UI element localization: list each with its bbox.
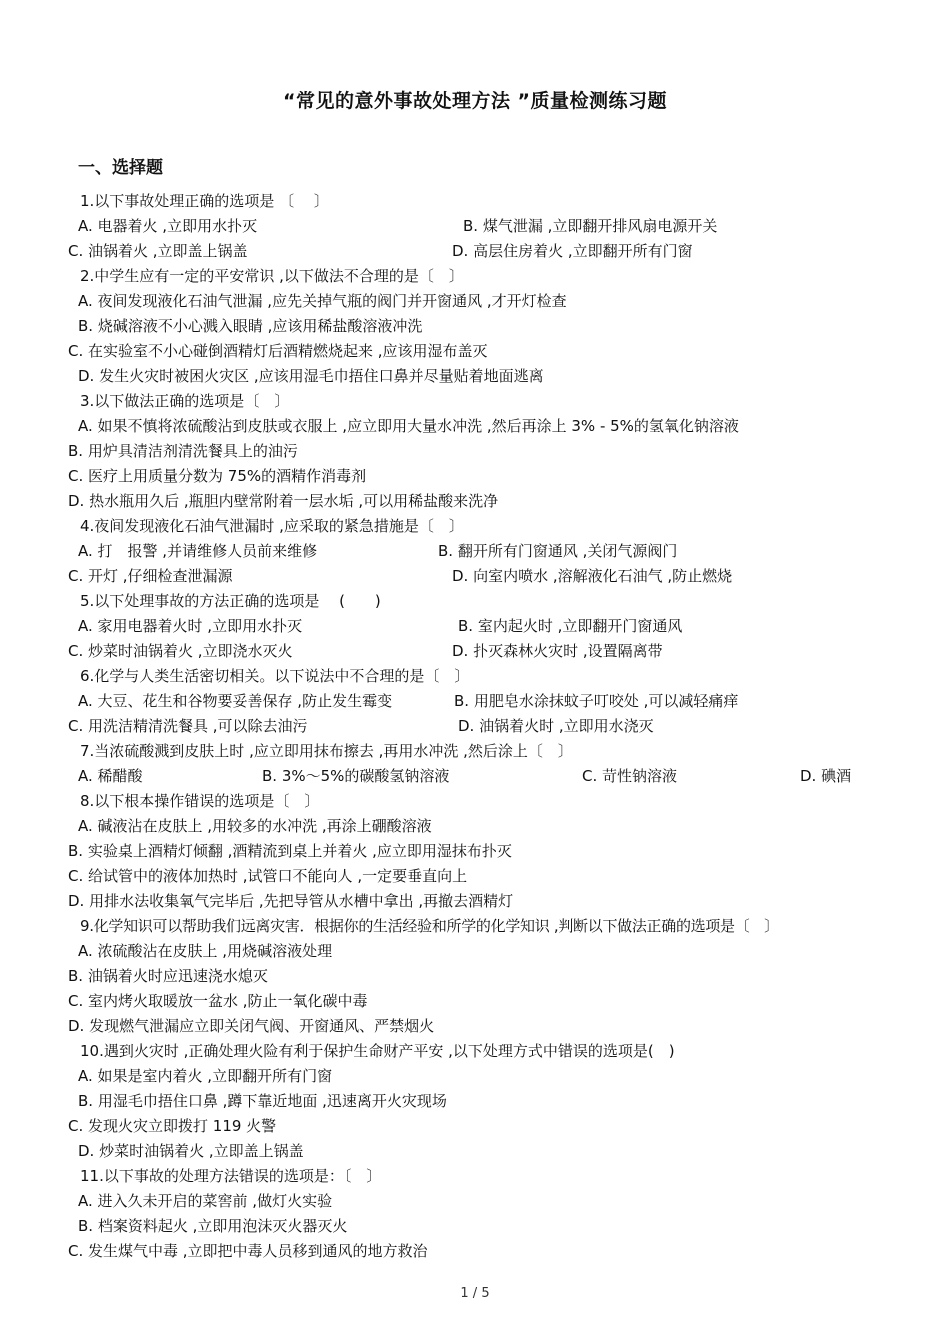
question-9-option-c: C. 室内烤火取暖放一盆水 ,防止一氧化碳中毒 (68, 992, 368, 1010)
question-7-option-c: C. 苛性钠溶液 (582, 767, 678, 785)
question-10-option-c: C. 发现火灾立即拨打 119 火警 (68, 1117, 277, 1135)
question-3-option-d: D. 热水瓶用久后 ,瓶胆内壁常附着一层水垢 ,可以用稀盐酸来洗净 (68, 492, 499, 510)
question-1-stem: 1.以下事故处理正确的选项是 〔 〕 (80, 192, 329, 210)
question-2-option-b: B. 烧碱溶液不小心溅入眼睛 ,应该用稀盐酸溶液冲洗 (78, 317, 423, 335)
question-2-option-d: D. 发生火灾时被困火灾区 ,应该用湿毛巾捂住口鼻并尽量贴着地面逃离 (78, 367, 544, 385)
question-9-stem: 9.化学知识可以帮助我们远离灾害．根据你的生活经验和所学的化学知识 ,判断以下做法正确的选项是〔 〕 (80, 917, 779, 935)
question-7-option-b: B. 3%～5%的碳酸氢钠溶液 (262, 767, 450, 785)
question-8-option-a: A. 碱液沾在皮肤上 ,用较多的水冲洗 ,再涂上硼酸溶液 (78, 817, 432, 835)
question-9-option-a: A. 浓硫酸沾在皮肤上 ,用烧碱溶液处理 (78, 942, 333, 960)
question-4-option-d: D. 向室内喷水 ,溶解液化石油气 ,防止燃烧 (452, 567, 733, 585)
question-1-option-d: D. 高层住房着火 ,立即翻开所有门窗 (452, 242, 693, 260)
question-4-option-b: B. 翻开所有门窗通风 ,关闭气源阀门 (438, 542, 678, 560)
question-3-option-b: B. 用炉具清洁剂清洗餐具上的油污 (68, 442, 298, 460)
question-6-option-b: B. 用肥皂水涂抹蚊子叮咬处 ,可以减轻痛痒 (454, 692, 739, 710)
question-3-stem: 3.以下做法正确的选项是〔 〕 (80, 392, 290, 410)
question-8-option-c: C. 给试管中的液体加热时 ,试管口不能向人 ,一定要垂直向上 (68, 867, 468, 885)
question-3-option-a: A. 如果不慎将浓硫酸沾到皮肤或衣服上 ,应立即用大量水冲洗 ,然后再涂上 3% - 5%的氢氧化钠溶液 (78, 417, 739, 435)
question-8-option-d: D. 用排水法收集氧气完毕后 ,先把导管从水槽中拿出 ,再撤去酒精灯 (68, 892, 514, 910)
question-9-option-b: B. 油锅着火时应迅速浇水熄灭 (68, 967, 268, 985)
question-11-stem: 11.以下事故的处理方法错误的选项是：〔 〕 (80, 1167, 382, 1185)
section-heading: 一、选择题 (78, 158, 163, 178)
question-7-stem: 7.当浓硫酸溅到皮肤上时 ,应立即用抹布擦去 ,再用水冲洗 ,然后涂上〔 〕 (80, 742, 573, 760)
question-7-option-d: D. 碘酒 (800, 767, 852, 785)
question-10-option-d: D. 炒菜时油锅着火 ,立即盖上锅盖 (78, 1142, 304, 1160)
question-6-option-d: D. 油锅着火时 ,立即用水浇灭 (458, 717, 654, 735)
question-1-option-c: C. 油锅着火 ,立即盖上锅盖 (68, 242, 248, 260)
question-6-option-c: C. 用洗洁精清洗餐具 ,可以除去油污 (68, 717, 308, 735)
question-8-stem: 8.以下根本操作错误的选项是〔 〕 (80, 792, 320, 810)
question-5-stem: 5.以下处理事故的方法正确的选项是 ( ) (80, 592, 381, 610)
question-9-option-d: D. 发现燃气泄漏应立即关闭气阀、开窗通风、严禁烟火 (68, 1017, 435, 1035)
question-6-stem: 6.化学与人类生活密切相关。以下说法中不合理的是〔 〕 (80, 667, 470, 685)
question-2-option-a: A. 夜间发现液化石油气泄漏 ,应先关掉气瓶的阀门并开窗通风 ,才开灯检查 (78, 292, 567, 310)
question-2-option-c: C. 在实验室不小心碰倒酒精灯后酒精燃烧起来 ,应该用湿布盖灭 (68, 342, 488, 360)
question-4-option-a: A. 打 报警 ,并请维修人员前来维修 (78, 542, 318, 560)
question-10-option-b: B. 用湿毛巾捂住口鼻 ,蹲下靠近地面 ,迅速离开火灾现场 (78, 1092, 447, 1110)
question-1-option-b: B. 煤气泄漏 ,立即翻开排风扇电源开关 (463, 217, 718, 235)
question-11-option-a: A. 进入久未开启的菜窖前 ,做灯火实验 (78, 1192, 333, 1210)
question-5-option-b: B. 室内起火时 ,立即翻开门窗通风 (458, 617, 683, 635)
question-10-stem: 10.遇到火灾时 ,正确处理火险有利于保护生命财产平安 ,以下处理方式中错误的选项是( ) (80, 1042, 675, 1060)
question-2-stem: 2.中学生应有一定的平安常识 ,以下做法不合理的是〔 〕 (80, 267, 464, 285)
question-5-option-d: D. 扑灭森林火灾时 ,设置隔离带 (452, 642, 663, 660)
question-3-option-c: C. 医疗上用质量分数为 75%的酒精作消毒剂 (68, 467, 367, 485)
question-8-option-b: B. 实验桌上酒精灯倾翻 ,酒精流到桌上并着火 ,应立即用湿抹布扑灭 (68, 842, 512, 860)
question-11-option-c: C. 发生煤气中毒 ,立即把中毒人员移到通风的地方救治 (68, 1242, 428, 1260)
question-4-option-c: C. 开灯 ,仔细检查泄漏源 (68, 567, 233, 585)
question-4-stem: 4.夜间发现液化石油气泄漏时 ,应采取的紧急措施是〔 〕 (80, 517, 464, 535)
question-5-option-a: A. 家用电器着火时 ,立即用水扑灭 (78, 617, 303, 635)
question-10-option-a: A. 如果是室内着火 ,立即翻开所有门窗 (78, 1067, 333, 1085)
question-6-option-a: A. 大豆、花生和谷物要妥善保存 ,防止发生霉变 (78, 692, 393, 710)
question-11-option-b: B. 档案资料起火 ,立即用泡沫灭火器灭火 (78, 1217, 348, 1235)
question-1-option-a: A. 电器着火 ,立即用水扑灭 (78, 217, 258, 235)
question-5-option-c: C. 炒菜时油锅着火 ,立即浇水灭火 (68, 642, 293, 660)
page-number: 1 / 5 (460, 1286, 490, 1301)
document-title: “常见的意外事故处理方法 ”质量检测练习题 (282, 90, 668, 112)
question-7-option-a: A. 稀醋酸 (78, 767, 143, 785)
